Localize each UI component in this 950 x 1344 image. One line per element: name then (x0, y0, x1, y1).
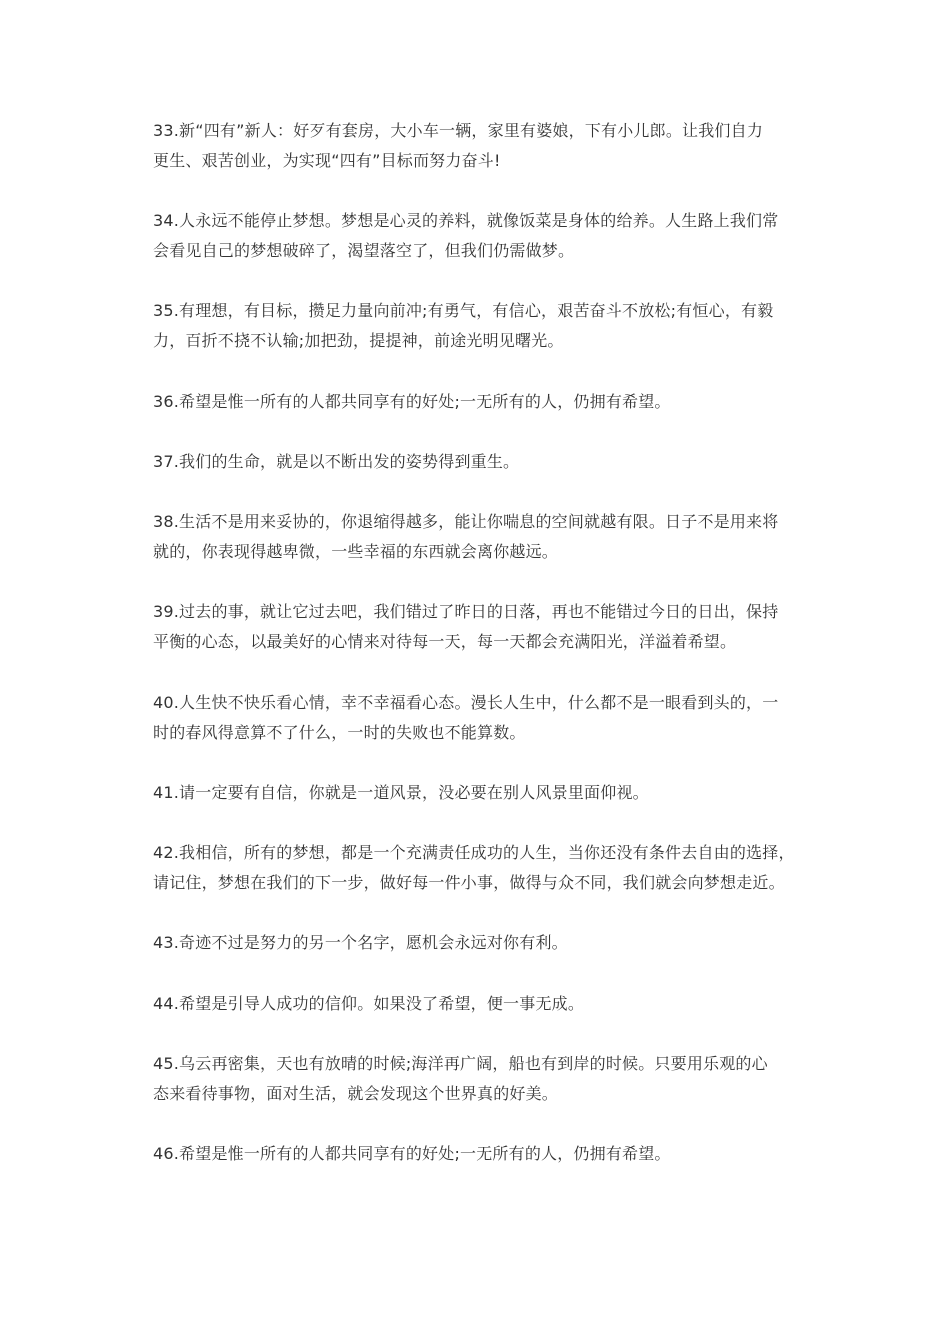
paragraph-line: 46.希望是惟一所有的人都共同享有的好处;一无所有的人，仍拥有希望。 (153, 1144, 671, 1163)
paragraph-line: 36.希望是惟一所有的人都共同享有的好处;一无所有的人，仍拥有希望。 (153, 392, 671, 411)
paragraph-46 (153, 1139, 813, 1169)
paragraph-34 (153, 206, 813, 266)
paragraph-44 (153, 989, 813, 1019)
paragraph-42 (153, 838, 813, 898)
paragraph-line: 平衡的心态，以最美好的心情来对待每一天，每一天都会充满阳光，洋溢着希望。 (153, 632, 737, 651)
paragraph-line: 40.人生快不快乐看心情，幸不幸福看心态。漫长人生中，什么都不是一眼看到头的，一 (153, 693, 779, 712)
paragraph-line: 态来看待事物，面对生活，就会发现这个世界真的好美。 (153, 1084, 559, 1103)
paragraph-35 (153, 296, 813, 356)
paragraph-41 (153, 778, 813, 808)
paragraph-39 (153, 597, 813, 657)
paragraph-37 (153, 447, 813, 477)
paragraph-line: 会看见自己的梦想破碎了，渴望落空了，但我们仍需做梦。 (153, 241, 575, 260)
paragraph-36 (153, 387, 813, 417)
paragraph-45 (153, 1049, 813, 1109)
paragraph-line: 38.生活不是用来妥协的，你退缩得越多，能让你喘息的空间就越有限。日子不是用来将 (153, 512, 779, 531)
paragraph-line: 37.我们的生命，就是以不断出发的姿势得到重生。 (153, 452, 520, 471)
paragraph-line: 34.人永远不能停止梦想。梦想是心灵的养料，就像饭菜是身体的给养。人生路上我们常 (153, 211, 779, 230)
paragraph-43 (153, 928, 813, 958)
paragraph-38 (153, 507, 813, 567)
paragraph-line: 力，百折不挠不认输;加把劲，提提神，前途光明见曙光。 (153, 331, 564, 350)
paragraph-line: 时的春风得意算不了什么，一时的失败也不能算数。 (153, 723, 526, 742)
paragraph-line: 41.请一定要有自信，你就是一道风景，没必要在别人风景里面仰视。 (153, 783, 649, 802)
paragraph-line: 33.新“四有”新人：好歹有套房，大小车一辆，家里有婆娘，下有小儿郎。让我们自力 (153, 121, 764, 140)
paragraph-line: 35.有理想，有目标，攒足力量向前冲;有勇气，有信心，艰苦奋斗不放松;有恒心，有毅 (153, 301, 774, 320)
paragraph-line: 就的，你表现得越卑微，一些幸福的东西就会离你越远。 (153, 542, 559, 561)
paragraph-line: 43.奇迹不过是努力的另一个名字，愿机会永远对你有利。 (153, 933, 568, 952)
paragraph-line: 39.过去的事，就让它过去吧，我们错过了昨日的日落，再也不能错过今日的日出，保持 (153, 602, 779, 621)
paragraph-40 (153, 688, 813, 748)
paragraph-line: 44.希望是引导人成功的信仰。如果没了希望，便一事无成。 (153, 994, 585, 1013)
paragraph-33 (153, 116, 813, 176)
paragraph-line: 更生、艰苦创业，为实现“四有”目标而努力奋斗! (153, 151, 501, 170)
paragraph-line: 请记住，梦想在我们的下一步，做好每一件小事，做得与众不同，我们就会向梦想走近。 (153, 873, 785, 892)
paragraph-line: 45.乌云再密集，天也有放晴的时候;海洋再广阔，船也有到岸的时候。只要用乐观的心 (153, 1054, 768, 1073)
paragraph-line: 42.我相信，所有的梦想，都是一个充满责任成功的人生，当你还没有条件去自由的选择， (153, 843, 795, 862)
